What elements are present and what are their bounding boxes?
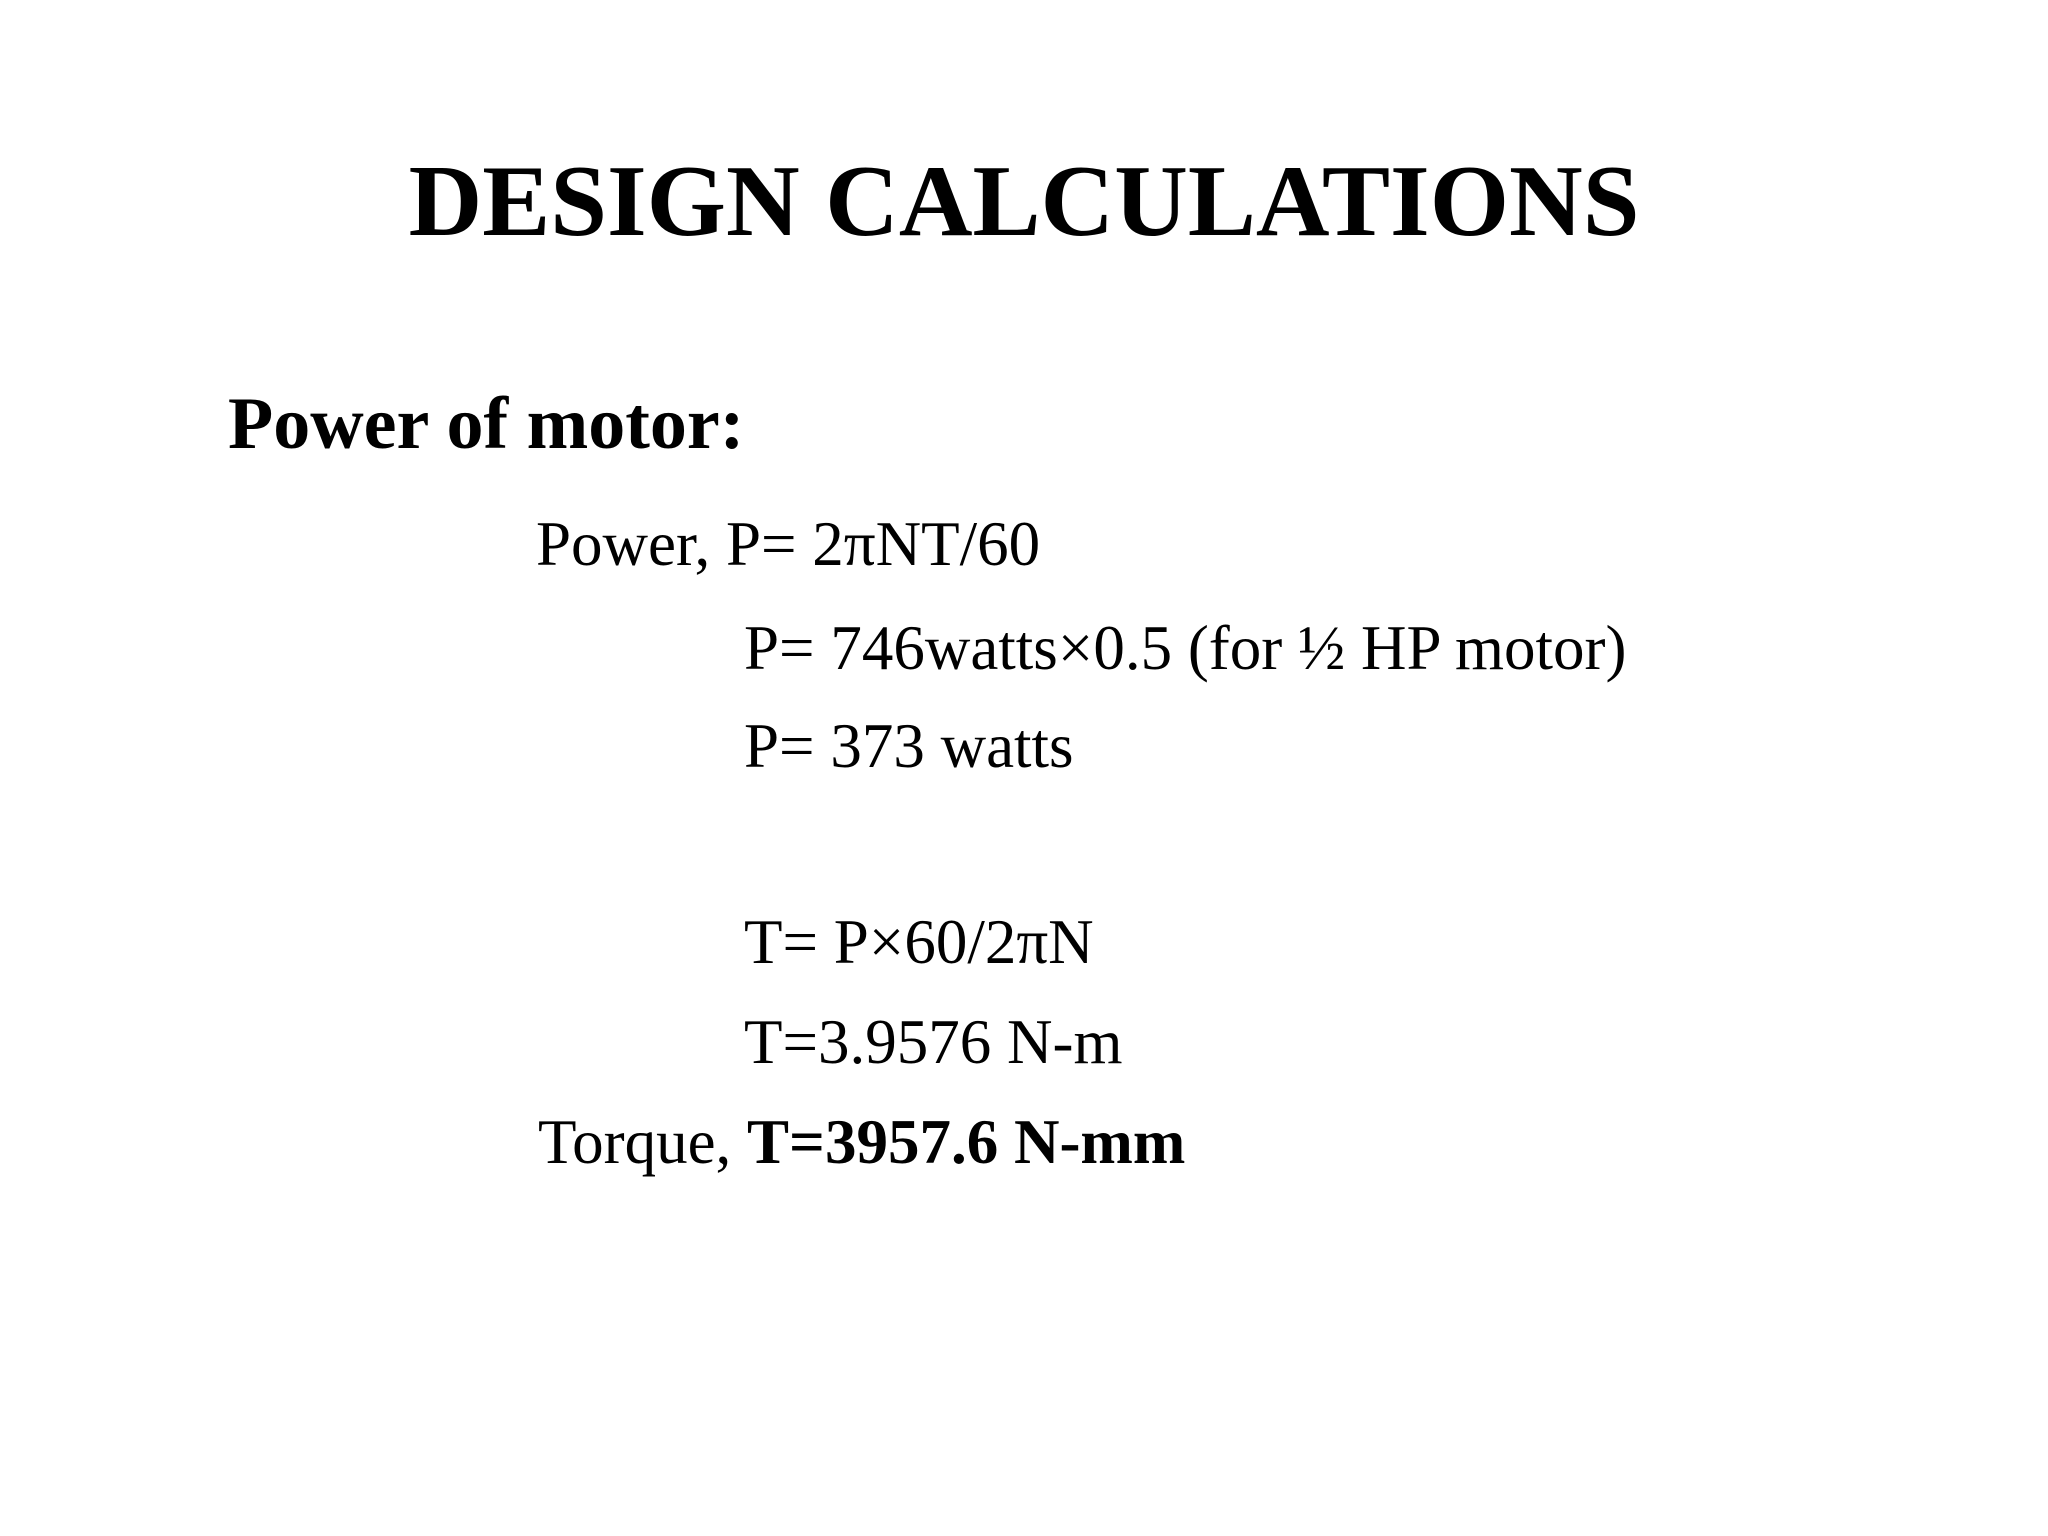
torque-result: T=3957.6 N-mm: [747, 1107, 1186, 1177]
torque-formula: T= P×60/2πN: [744, 907, 1094, 977]
power-formula: P= 2πNT/60: [725, 509, 1041, 579]
torque-nm: T=3.9576 N-m: [744, 1007, 1123, 1077]
torque-formula-line: [744, 904, 1094, 980]
power-result: P= 373 watts: [744, 711, 1074, 781]
power-substitution-line: [744, 610, 1626, 686]
torque-result-line: [538, 1104, 1185, 1180]
section-heading: Power of motor:: [228, 383, 745, 465]
power-label: Power,: [536, 509, 726, 579]
torque-label: Torque,: [538, 1107, 748, 1177]
power-result-line: [744, 708, 1074, 784]
power-formula-line: [536, 506, 1040, 582]
power-substitution: P= 746watts×0.5 (for ½ HP motor): [744, 613, 1627, 683]
torque-nm-line: [744, 1004, 1123, 1080]
slide-title: DESIGN CALCULATIONS: [408, 145, 1640, 258]
